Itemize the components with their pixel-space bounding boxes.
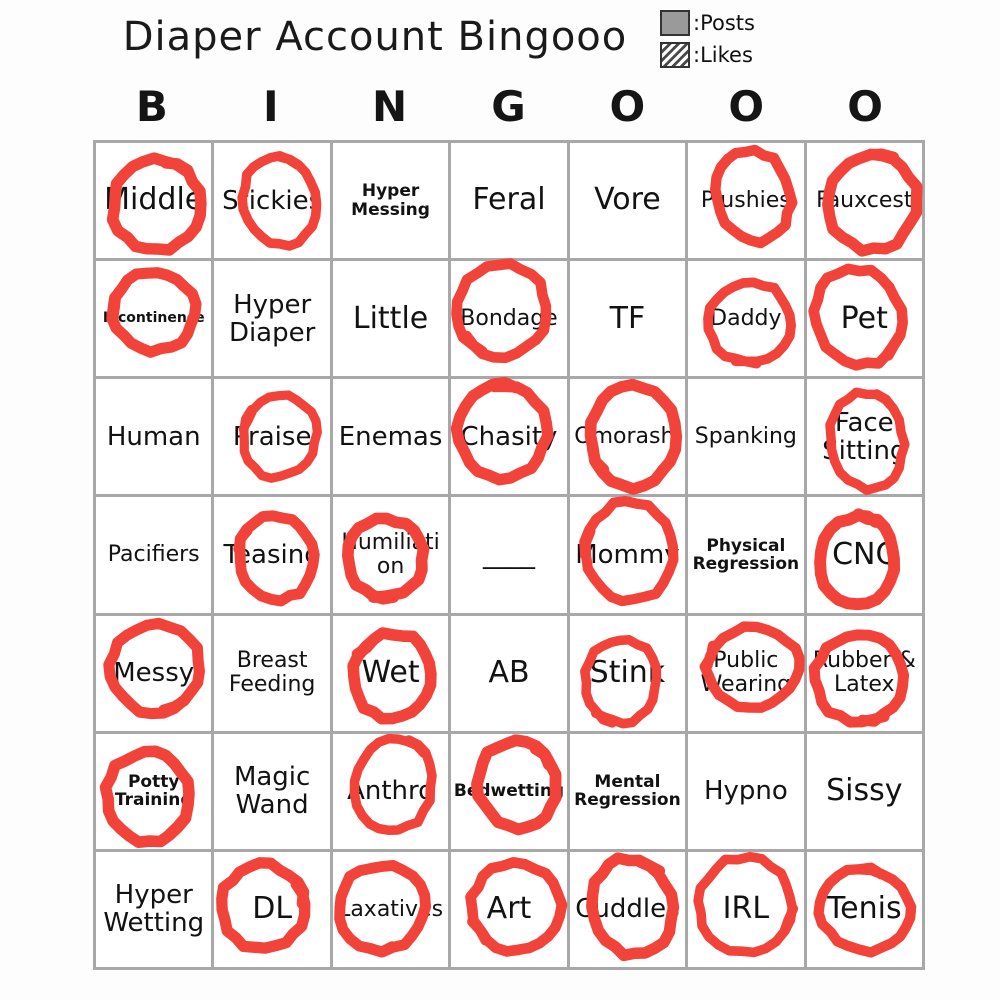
bingo-cell[interactable]	[214, 497, 332, 615]
bingo-cell[interactable]	[570, 379, 688, 497]
bingo-cell-label: Breast Feeding	[228, 648, 316, 698]
bingo-cell[interactable]	[333, 852, 451, 970]
bingo-cell-label: Middle	[104, 182, 204, 218]
bingo-cell[interactable]	[214, 734, 332, 852]
bingo-cell[interactable]	[96, 852, 214, 970]
bingo-cell[interactable]	[807, 497, 925, 615]
bingo-cell-label: Feral	[472, 182, 546, 218]
bingo-cell[interactable]	[333, 379, 451, 497]
legend-item-posts	[660, 10, 810, 36]
bingo-cell[interactable]	[570, 497, 688, 615]
filled-square-icon	[660, 10, 690, 36]
legend-item-likes	[660, 42, 810, 68]
legend-label-likes: :Likes	[693, 43, 753, 67]
bingo-cell[interactable]	[451, 261, 569, 379]
bingo-cell[interactable]	[688, 734, 806, 852]
bingo-cell-label: Incontinence	[102, 310, 205, 327]
bingo-cell[interactable]	[214, 852, 332, 970]
bingo-cell[interactable]	[451, 616, 569, 734]
page-title: Diaper Account Bingooo	[122, 14, 628, 60]
bingo-cell-label: CNC	[832, 536, 897, 572]
column-letter: N	[372, 82, 409, 131]
bingo-cell-label: Humiliation	[341, 530, 440, 579]
hatched-square-icon	[660, 42, 690, 68]
bingo-cell-label: Praise	[232, 421, 312, 452]
bingo-cell-label: Omorashi	[574, 423, 681, 449]
bingo-cell[interactable]	[214, 143, 332, 261]
bingo-cell[interactable]	[807, 143, 925, 261]
column-letter: G	[491, 82, 527, 131]
bingo-cell-label: Hyper Wetting	[103, 880, 205, 939]
bingo-cell[interactable]	[688, 852, 806, 970]
bingo-cell[interactable]	[214, 261, 332, 379]
bingo-cell[interactable]	[807, 616, 925, 734]
bingo-cell[interactable]	[570, 616, 688, 734]
column-letter: O	[728, 82, 766, 131]
bingo-cell[interactable]	[688, 497, 806, 615]
bingo-cell-label: Cuddles	[575, 894, 680, 925]
bingo-cell[interactable]	[96, 261, 214, 379]
column-letter: B	[135, 82, 169, 131]
bingo-cell-label: Stink	[589, 654, 666, 690]
bingo-cell-label: Fauxcest	[816, 187, 913, 213]
legend-label-posts: :Posts	[693, 11, 755, 35]
bingo-cell-label: Chasity	[460, 421, 558, 452]
bingo-cell[interactable]	[807, 734, 925, 852]
bingo-cell-label: Plushies	[700, 187, 791, 213]
bingo-cell[interactable]	[96, 616, 214, 734]
bingo-cell-label: Hyper Diaper	[228, 289, 316, 348]
column-letter: O	[847, 82, 884, 131]
bingo-cell[interactable]	[214, 616, 332, 734]
bingo-cell-label: Human	[106, 421, 201, 452]
bingo-cell-label: Wet	[361, 654, 420, 690]
bingo-cell-label: Mental Regression	[574, 771, 681, 811]
bingo-cell[interactable]	[688, 616, 806, 734]
bingo-cell[interactable]	[807, 852, 925, 970]
legend	[660, 10, 810, 74]
bingo-cell[interactable]	[570, 143, 688, 261]
bingo-cell-label: Stickies	[222, 185, 323, 216]
bingo-cell[interactable]	[807, 379, 925, 497]
bingo-cell[interactable]	[570, 852, 688, 970]
bingo-cell-label: Mommy	[575, 539, 680, 570]
bingo-cell-label: Art	[486, 891, 532, 927]
bingo-cell[interactable]	[807, 261, 925, 379]
bingo-cell-label: Public Wearing	[700, 648, 792, 698]
bingo-cell[interactable]	[96, 497, 214, 615]
bingo-cell-label: ____	[482, 539, 535, 570]
bingo-cell[interactable]	[333, 616, 451, 734]
bingo-cell[interactable]	[688, 143, 806, 261]
bingo-cell[interactable]	[570, 261, 688, 379]
bingo-cell-label: Spanking	[694, 423, 797, 449]
bingo-cell-label: Bedwetting	[453, 781, 565, 802]
bingo-cell-label: IRL	[722, 891, 770, 927]
column-letter: I	[262, 82, 280, 131]
bingo-cell-label: Potty Training	[114, 771, 193, 811]
bingo-cell-label: Rubber & Latex	[812, 648, 916, 698]
bingo-cell-label: AB	[488, 654, 530, 690]
bingo-cell[interactable]	[451, 497, 569, 615]
bingo-cell-label: Pet	[840, 300, 888, 336]
bingo-cell[interactable]	[96, 379, 214, 497]
bingo-cell-label: Laxatives	[338, 896, 444, 922]
bingo-cell[interactable]	[451, 852, 569, 970]
bingo-cell-label: Enemas	[338, 421, 443, 452]
bingo-cell-label: Tenis	[826, 891, 902, 927]
bingo-cell-label: Teasing	[223, 539, 321, 570]
bingo-cell[interactable]	[333, 261, 451, 379]
bingo-cell[interactable]	[333, 734, 451, 852]
bingo-cell[interactable]	[451, 379, 569, 497]
bingo-cell-label: Bondage	[460, 305, 558, 331]
bingo-cell-label: Anthro	[347, 776, 435, 807]
bingo-cell[interactable]	[451, 143, 569, 261]
bingo-grid	[93, 140, 925, 970]
bingo-cell-label: Face Sitting	[822, 407, 907, 466]
bingo-cell[interactable]	[688, 261, 806, 379]
bingo-cell-label: DL	[252, 891, 293, 927]
bingo-cell[interactable]	[570, 734, 688, 852]
bingo-cell-label: Daddy	[710, 305, 782, 331]
bingo-cell-label: Physical Regression	[692, 535, 800, 574]
bingo-cell-label: Magic Wand	[233, 762, 311, 821]
bingo-cell[interactable]	[333, 143, 451, 261]
bingo-cell-label: Hypno	[703, 776, 788, 807]
bingo-cell-label: Little	[352, 300, 429, 336]
bingo-cell-label: Pacifiers	[107, 542, 200, 568]
bingo-cell-label: Hyper Messing	[351, 181, 430, 220]
column-letters	[93, 82, 925, 131]
bingo-cell-label: Vore	[594, 182, 661, 218]
bingo-cell[interactable]	[451, 734, 569, 852]
bingo-cell[interactable]	[333, 497, 451, 615]
column-letter: O	[609, 82, 647, 131]
bingo-cell[interactable]	[96, 734, 214, 852]
bingo-cell[interactable]	[96, 143, 214, 261]
bingo-cell[interactable]	[688, 379, 806, 497]
bingo-cell-label: TF	[609, 300, 646, 336]
bingo-cell-label: Sissy	[826, 773, 903, 809]
bingo-cell[interactable]	[214, 379, 332, 497]
bingo-cell-label: Messy	[113, 658, 195, 689]
